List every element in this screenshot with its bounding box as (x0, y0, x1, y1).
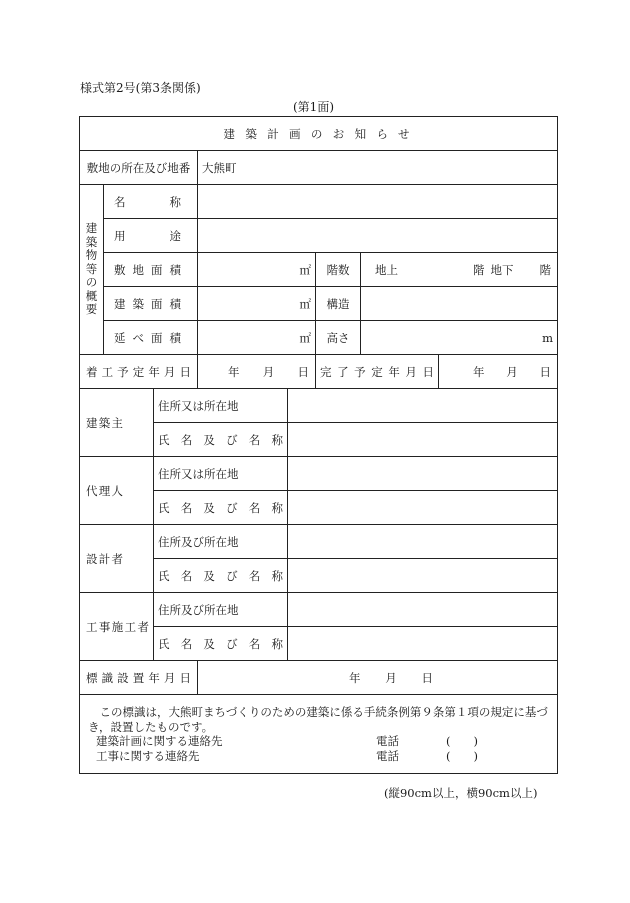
contractor-address-field[interactable] (288, 593, 558, 627)
structure-label: 構造 (316, 287, 361, 321)
size-requirement-note: (縦90cm以上，横90cm以上) (384, 786, 538, 800)
start-year: 年 (228, 364, 240, 379)
sign-year: 年 (349, 670, 361, 685)
structure-field[interactable] (361, 287, 558, 321)
designer-name-field[interactable] (288, 559, 558, 593)
name-field[interactable] (198, 185, 558, 219)
site-area-unit: ㎡ (299, 262, 311, 277)
agent-name-label-text: 氏名及び名称 (158, 500, 283, 515)
site-area-label: 敷地面積 (114, 262, 181, 277)
building-overview-section (80, 185, 104, 355)
start-date-label: 着工予定年月日 (86, 364, 191, 379)
floor-area-label-cell (104, 321, 198, 355)
sign-month: 月 (385, 670, 397, 685)
owner-address-field[interactable] (288, 389, 558, 423)
contractor-label: 工事施工者 (86, 619, 149, 634)
agent-label: 代理人 (86, 483, 123, 498)
building-plan-notice-form (79, 116, 558, 774)
sign-day: 日 (421, 670, 433, 685)
agent-label-cell (80, 457, 154, 525)
contact-plan-tel-field[interactable]: ( ) (446, 734, 478, 748)
floors-label: 階数 (316, 253, 361, 287)
form-number-label: 様式第2号(第3条関係) (80, 81, 201, 95)
agent-address-label: 住所又は所在地 (154, 457, 288, 491)
site-location-value[interactable]: 大熊町 (198, 151, 558, 185)
building-area-label: 建築面積 (114, 296, 181, 311)
site-area-field[interactable] (198, 253, 316, 287)
contractor-address-label: 住所及び所在地 (154, 593, 288, 627)
height-label: 高さ (316, 321, 361, 355)
contact-work-tel-label: 電話 (376, 748, 399, 763)
designer-address-field[interactable] (288, 525, 558, 559)
contractor-name-label-text: 氏名及び名称 (158, 636, 283, 651)
floors-above-label: 地上 (375, 262, 398, 277)
floors-below-label: 地下 (490, 262, 514, 277)
designer-label-cell (80, 525, 154, 593)
site-area-label-cell (104, 253, 198, 287)
name-label: 名称 (114, 194, 181, 209)
floor-area-label: 延べ面積 (114, 330, 181, 345)
owner-address-label: 住所又は所在地 (154, 389, 288, 423)
use-label-cell (104, 219, 198, 253)
name-label-cell (104, 185, 198, 219)
end-date-field[interactable] (439, 355, 558, 389)
owner-name-label (154, 423, 288, 457)
end-date-label-cell (316, 355, 439, 389)
agent-name-label (154, 491, 288, 525)
use-label: 用途 (114, 228, 181, 243)
building-area-field[interactable] (198, 287, 316, 321)
form-title: 建築計画のお知らせ (80, 117, 558, 151)
sign-date-label: 標識設置年月日 (86, 670, 191, 685)
sign-date-field[interactable] (198, 661, 558, 695)
floor-area-unit: ㎡ (299, 330, 311, 345)
designer-address-label: 住所及び所在地 (154, 525, 288, 559)
site-location-label: 敷地の所在及び地番 (80, 151, 198, 185)
contractor-name-label (154, 627, 288, 661)
end-month: 月 (506, 364, 518, 379)
floors-field[interactable] (361, 253, 558, 287)
contractor-name-field[interactable] (288, 627, 558, 661)
contact-plan-label: 建築計画に関する連絡先 (96, 734, 223, 748)
use-field[interactable] (198, 219, 558, 253)
height-field[interactable] (361, 321, 558, 355)
contact-plan-tel-label: 電話 (376, 734, 399, 748)
start-day: 日 (297, 364, 309, 379)
designer-name-label-text: 氏名及び名称 (158, 568, 283, 583)
owner-name-field[interactable] (288, 423, 558, 457)
start-date-field[interactable] (198, 355, 316, 389)
designer-label: 設計者 (86, 551, 123, 566)
end-date-label: 完了予定年月日 (320, 364, 434, 379)
height-unit: m (542, 330, 554, 345)
owner-label: 建築主 (86, 415, 123, 430)
page-number-label: (第1面) (293, 100, 334, 114)
sign-date-label-cell (80, 661, 198, 695)
designer-name-label (154, 559, 288, 593)
building-area-label-cell (104, 287, 198, 321)
building-area-unit: ㎡ (299, 296, 311, 311)
owner-label-cell (80, 389, 154, 457)
contact-work-tel-field[interactable]: ( ) (446, 748, 478, 763)
notice-block (80, 695, 558, 774)
agent-address-field[interactable] (288, 457, 558, 491)
floor-area-field[interactable] (198, 321, 316, 355)
notice-text: この標識は，大熊町まちづくりのための建築に係る手続条例第９条第１項の規定に基づき，設置したものです。 (88, 705, 548, 734)
agent-name-field[interactable] (288, 491, 558, 525)
floors-above-unit: 階 (473, 262, 485, 277)
start-month: 月 (262, 364, 275, 379)
contact-list (88, 734, 549, 763)
owner-name-label-text: 氏名及び名称 (158, 432, 283, 447)
contractor-label-cell (80, 593, 154, 661)
end-day: 日 (539, 364, 551, 379)
contact-work-label: 工事に関する連絡先 (96, 748, 200, 763)
building-overview-label: 建築物等の概要 (85, 220, 98, 317)
start-date-label-cell (80, 355, 198, 389)
floors-below-unit: 階 (539, 262, 552, 277)
end-year: 年 (473, 364, 485, 379)
